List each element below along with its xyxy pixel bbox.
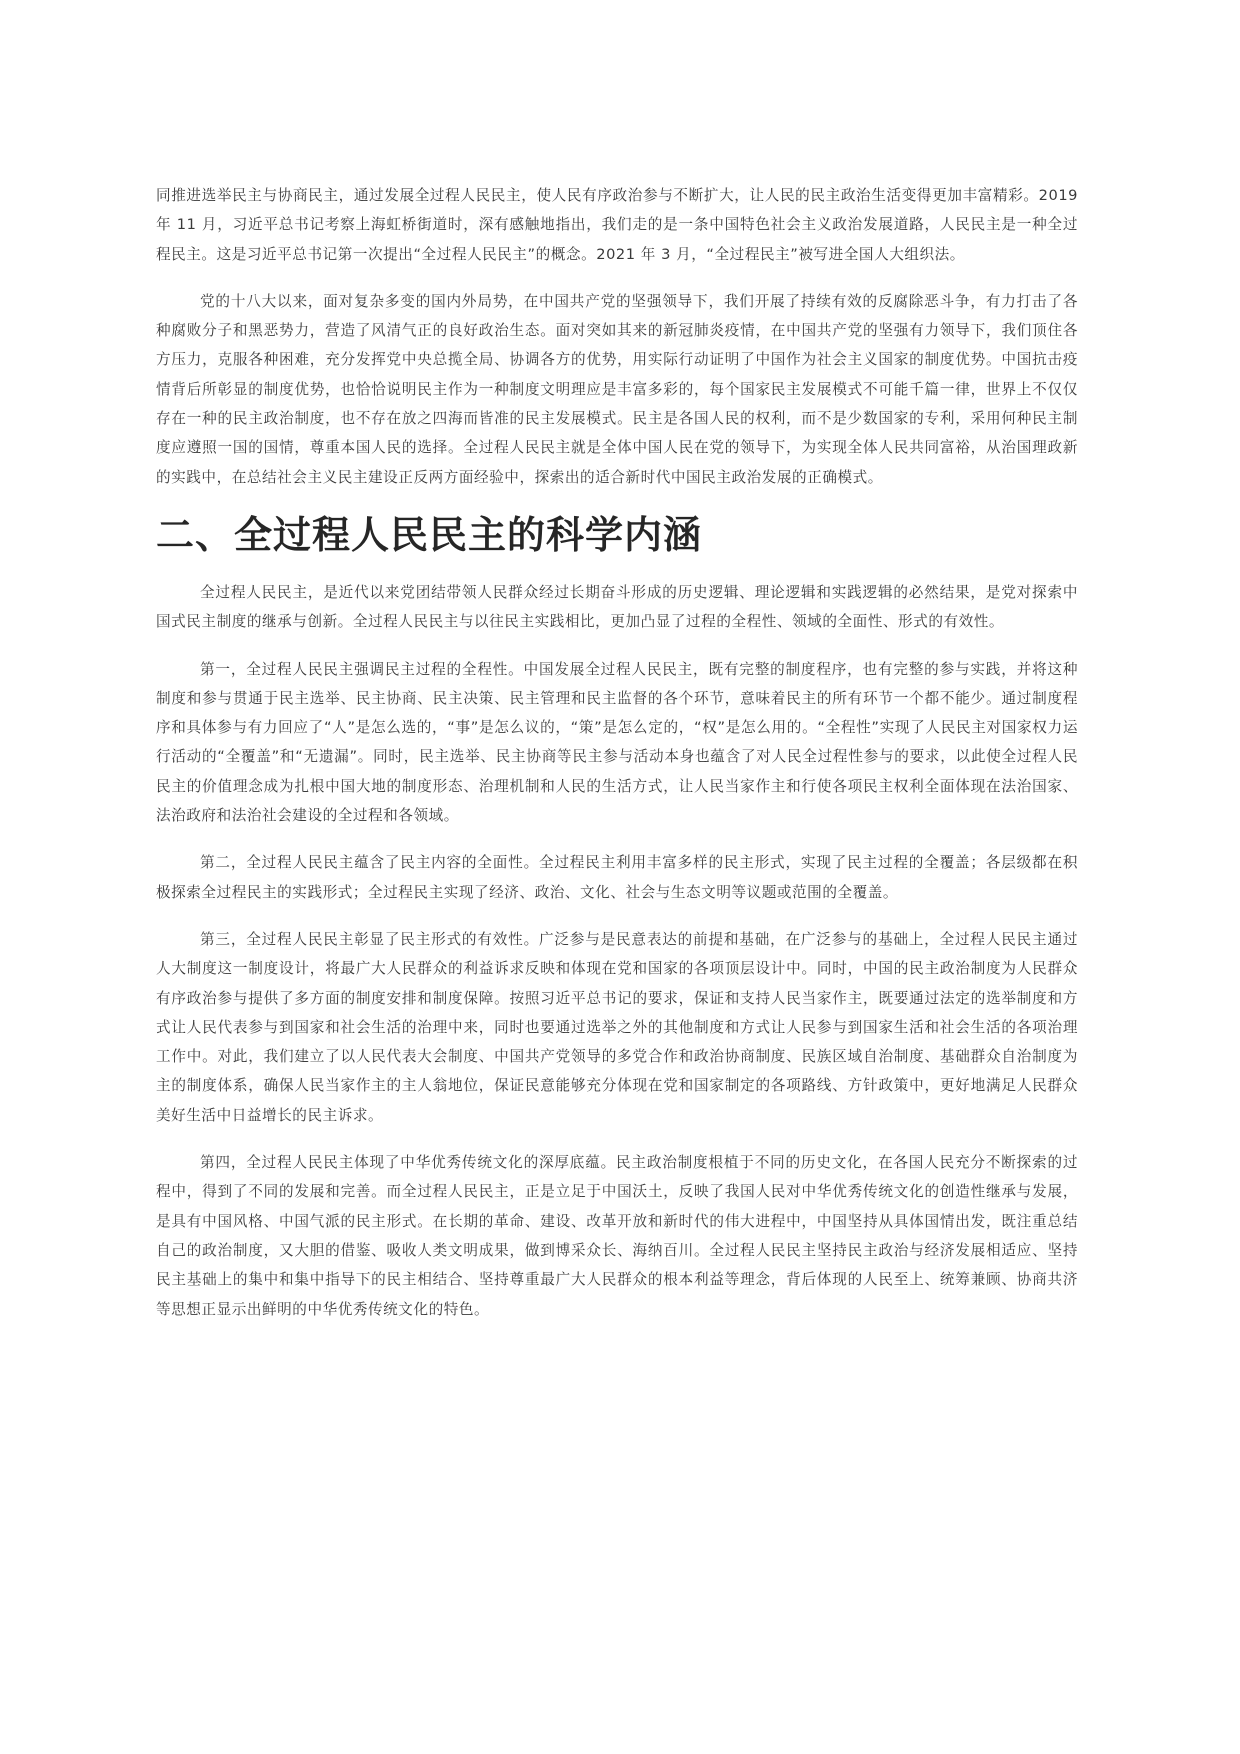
paragraph-intro: 全过程人民民主，是近代以来党团结带领人民群众经过长期奋斗形成的历史逻辑、理论逻辑和实践逻辑的必然结果，是党对探索中国式民主制度的继承与创新。全过程人民民主与以往民主实践相比，更加凸显了过程的全程性、领域的全面性、形式的有效性。 bbox=[156, 583, 1078, 631]
paragraph-anti-corruption: 党的十八大以来，面对复杂多变的国内外局势，在中国共产党的坚强领导下，我们开展了持续有效的反腐除恶斗争，有力打击了各种腐败分子和黑恶势力，营造了风清气正的良好政治生态。面对突如其来的新冠肺炎疫情，在中国共产党的坚强有力领导下，我们顶住各方压力，克服各种困难，充分发挥党中央总揽全局、协调各方的优势，用实际行动证明了中国作为社会主义国家的制度优势。中国抗击疫情背后所彰显的制度优势，也恰恰说明民主作为一种制度文明理应是丰富多彩的，每个国家民主发展模式不可能千篇一律，世界上不仅仅存在一种的民主政治制度，也不存在放之四海而皆准的民主发展模式。民主是各国人民的权利，而不是少数国家的专利，采用何种民主制度应遵照一国的国情，尊重本国人民的选择。全过程人民民主就是全体中国人民在党的领导下，为实现全体人民共同富裕，从治国理政新的实践中，在总结社会主义民主建设正反两方面经验中，探索出的适合新时代中国民主政治发展的正确模式。 bbox=[156, 292, 1078, 486]
section-heading: 二、全过程人民民主的科学内涵 bbox=[156, 512, 703, 557]
document-page bbox=[156, 181, 1078, 1342]
paragraph-second: 第二，全过程人民民主蕴含了民主内容的全面性。全过程民主利用丰富多样的民主形式，实现了民主过程的全覆盖；各层级都在积极探索全过程民主的实践形式；全过程民主实现了经济、政治、文化、社会与生态文明等议题或范围的全覆盖。 bbox=[156, 854, 1078, 901]
paragraph-fourth: 第四，全过程人民民主体现了中华优秀传统文化的深厚底蕴。民主政治制度根植于不同的历史文化，在各国人民充分不断探索的过程中，得到了不同的发展和完善。而全过程人民民主，正是立足于中国沃土，反映了我国人民对中华优秀传统文化的创造性继承与发展，是具有中国风格、中国气派的民主形式。在长期的革命、建设、改革开放和新时代的伟大进程中，中国坚持从具体国情出发，既注重总结自己的政治制度，又大胆的借鉴、吸收人类文明成果，做到博采众长、海纳百川。全过程人民民主坚持民主政治与经济发展相适应、坚持民主基础上的集中和集中指导下的民主相结合、坚持尊重最广大人民群众的根本利益等理念，背后体现的人民至上、统筹兼顾、协商共济等思想正显示出鲜明的中华优秀传统文化的特色。 bbox=[156, 1154, 1078, 1318]
paragraph-first: 第一，全过程人民民主强调民主过程的全程性。中国发展全过程人民民主，既有完整的制度程序，也有完整的参与实践，并将这种制度和参与贯通于民主选举、民主协商、民主决策、民主管理和民主监督的各个环节，意味着民主的所有环节一个都不能少。通过制度程序和具体参与有力回应了“人”是怎么选的，“事”是怎么议的，“策”是怎么定的，“权”是怎么用的。“全程性”实现了人民民主对国家权力运行活动的“全覆盖”和“无遗漏”。同时，民主选举、民主协商等民主参与活动本身也蕴含了对人民全过程性参与的要求，以此使全过程人民民主的价值理念成为扎根中国大地的制度形态、治理机制和人民的生活方式，让人民当家作主和行使各项民主权利全面体现在法治国家、法治政府和法治社会建设的全过程和各领域。 bbox=[156, 660, 1078, 825]
paragraph-third: 第三，全过程人民民主彰显了民主形式的有效性。广泛参与是民意表达的前提和基础，在广泛参与的基础上，全过程人民民主通过人大制度这一制度设计，将最广大人民群众的利益诉求反映和体现在党和国家的各项顶层设计中。同时，中国的民主政治制度为人民群众有序政治参与提供了多方面的制度安排和制度保障。按照习近平总书记的要求，保证和支持人民当家作主，既要通过法定的选举制度和方式让人民代表参与到国家和社会生活的治理中来，同时也要通过选举之外的其他制度和方式让人民参与到国家生活和社会生活的各项治理工作中。对此，我们建立了以人民代表大会制度、中国共产党领导的多党合作和政治协商制度、民族区域自治制度、基础群众自治制度为主的制度体系，确保人民当家作主的主人翁地位，保证民意能够充分体现在党和国家制定的各项路线、方针政策中，更好地满足人民群众美好生活中日益增长的民主诉求。 bbox=[156, 930, 1078, 1124]
paragraph-continued: 同推进选举民主与协商民主，通过发展全过程人民民主，使人民有序政治参与不断扩大，让人民的民主政治生活变得更加丰富精彩。2019 年 11 月，习近平总书记考察上海虹桥街道时，深有感触地指出，我们走的是一条中国特色社会主义政治发展道路，人民民主是一种全过程民主。这是习近平总书记第一次提出“全过程人民民主”的概念。2021 年 3 月，“全过程民主”被写进全国人大组织法。 bbox=[156, 187, 1078, 263]
